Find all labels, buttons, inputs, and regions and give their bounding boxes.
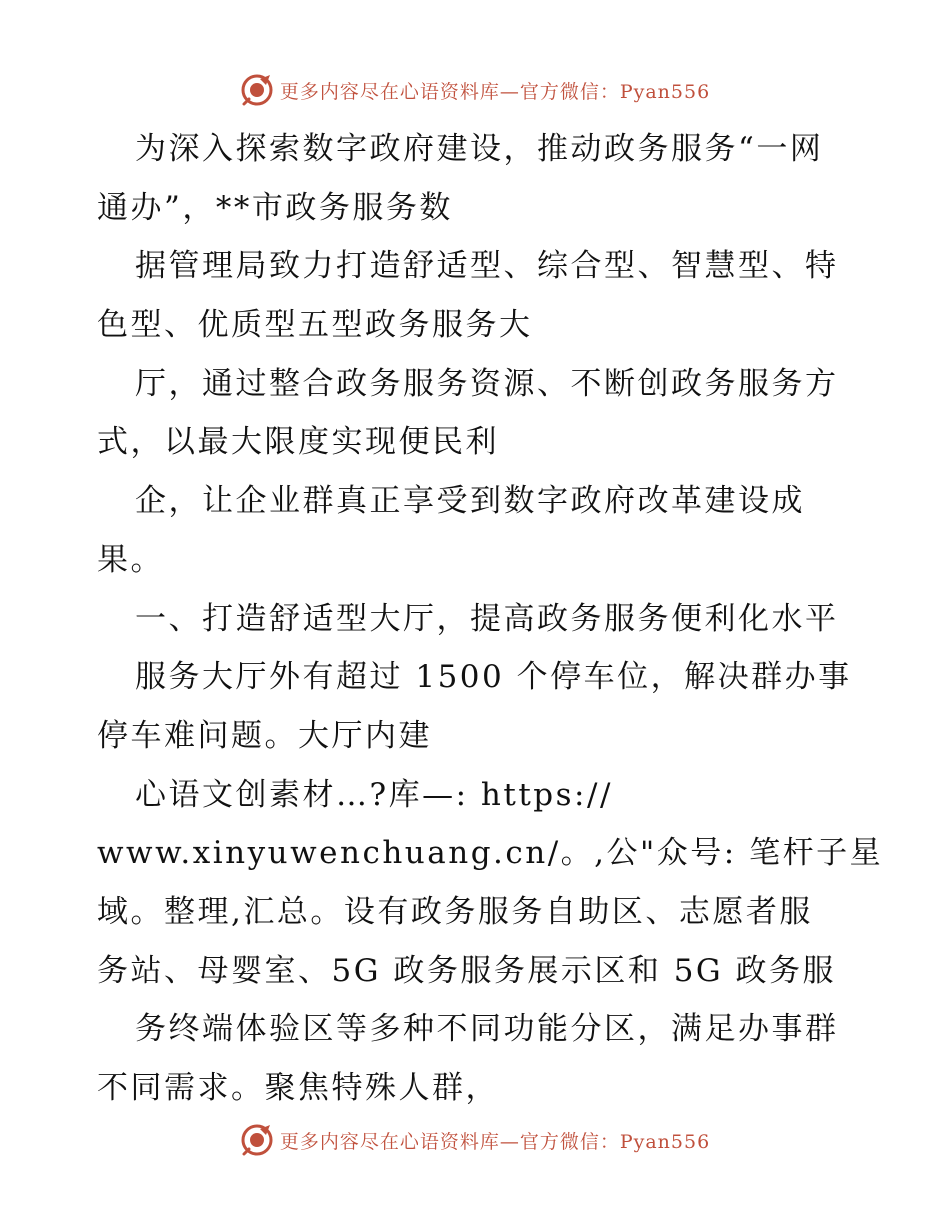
body-text-line: 企，让企业群真正享受到数字政府改革建设成 bbox=[135, 483, 805, 520]
body-text-line: 式，以最大限度实现便民利 bbox=[97, 424, 499, 461]
header-watermark-banner bbox=[0, 70, 950, 110]
document-body bbox=[97, 120, 884, 1118]
body-text-line: 为深入探索数字政府建设，推动政务服务“一网 bbox=[135, 131, 824, 167]
brand-logo-icon bbox=[240, 73, 274, 107]
paragraph-lines bbox=[97, 120, 884, 1118]
body-text-line: 不同需求。聚焦特殊人群， bbox=[97, 1070, 499, 1106]
body-text-line: 务站、母婴室、5G 政务服务展示区和 5G 政务服 bbox=[97, 952, 837, 989]
footer-watermark-text: 更多内容尽在心语资料库—官方微信：Pyan556 bbox=[279, 1130, 711, 1153]
body-text-line: 服务大厅外有超过 1500 个停车位，解决群办事 bbox=[135, 659, 852, 696]
body-text-line: www.xinyuwenchuang.cn/。,公"众号: 笔杆子星 bbox=[97, 835, 884, 872]
body-text-line: 心语文创素材…?库—: https:// bbox=[135, 776, 613, 813]
brand-logo-icon bbox=[240, 1123, 274, 1157]
header-watermark-text: 更多内容尽在心语资料库—官方微信：Pyan556 bbox=[279, 80, 711, 103]
body-text-line: 厅，通过整合政务服务资源、不断创政务服务方 bbox=[135, 365, 839, 402]
body-text-line: 色型、优质型五型政务服务大 bbox=[97, 307, 533, 344]
body-text-line: 域。整理,汇总。设有政务服务自助区、志愿者服 bbox=[97, 893, 813, 930]
body-text-line: 果。 bbox=[97, 541, 164, 578]
body-text-line: 据管理局致力打造舒适型、综合型、智慧型、特 bbox=[135, 248, 839, 285]
body-text-line: 务终端体验区等多种不同功能分区，满足办事群 bbox=[135, 1011, 839, 1048]
body-text-line: 一、打造舒适型大厅，提高政务服务便利化水平 bbox=[135, 600, 839, 637]
body-text-line: 停车难问题。大厅内建 bbox=[97, 717, 432, 754]
body-text-line: 通办”，**市政务服务数 bbox=[97, 189, 453, 226]
footer-watermark-banner bbox=[0, 1120, 950, 1160]
